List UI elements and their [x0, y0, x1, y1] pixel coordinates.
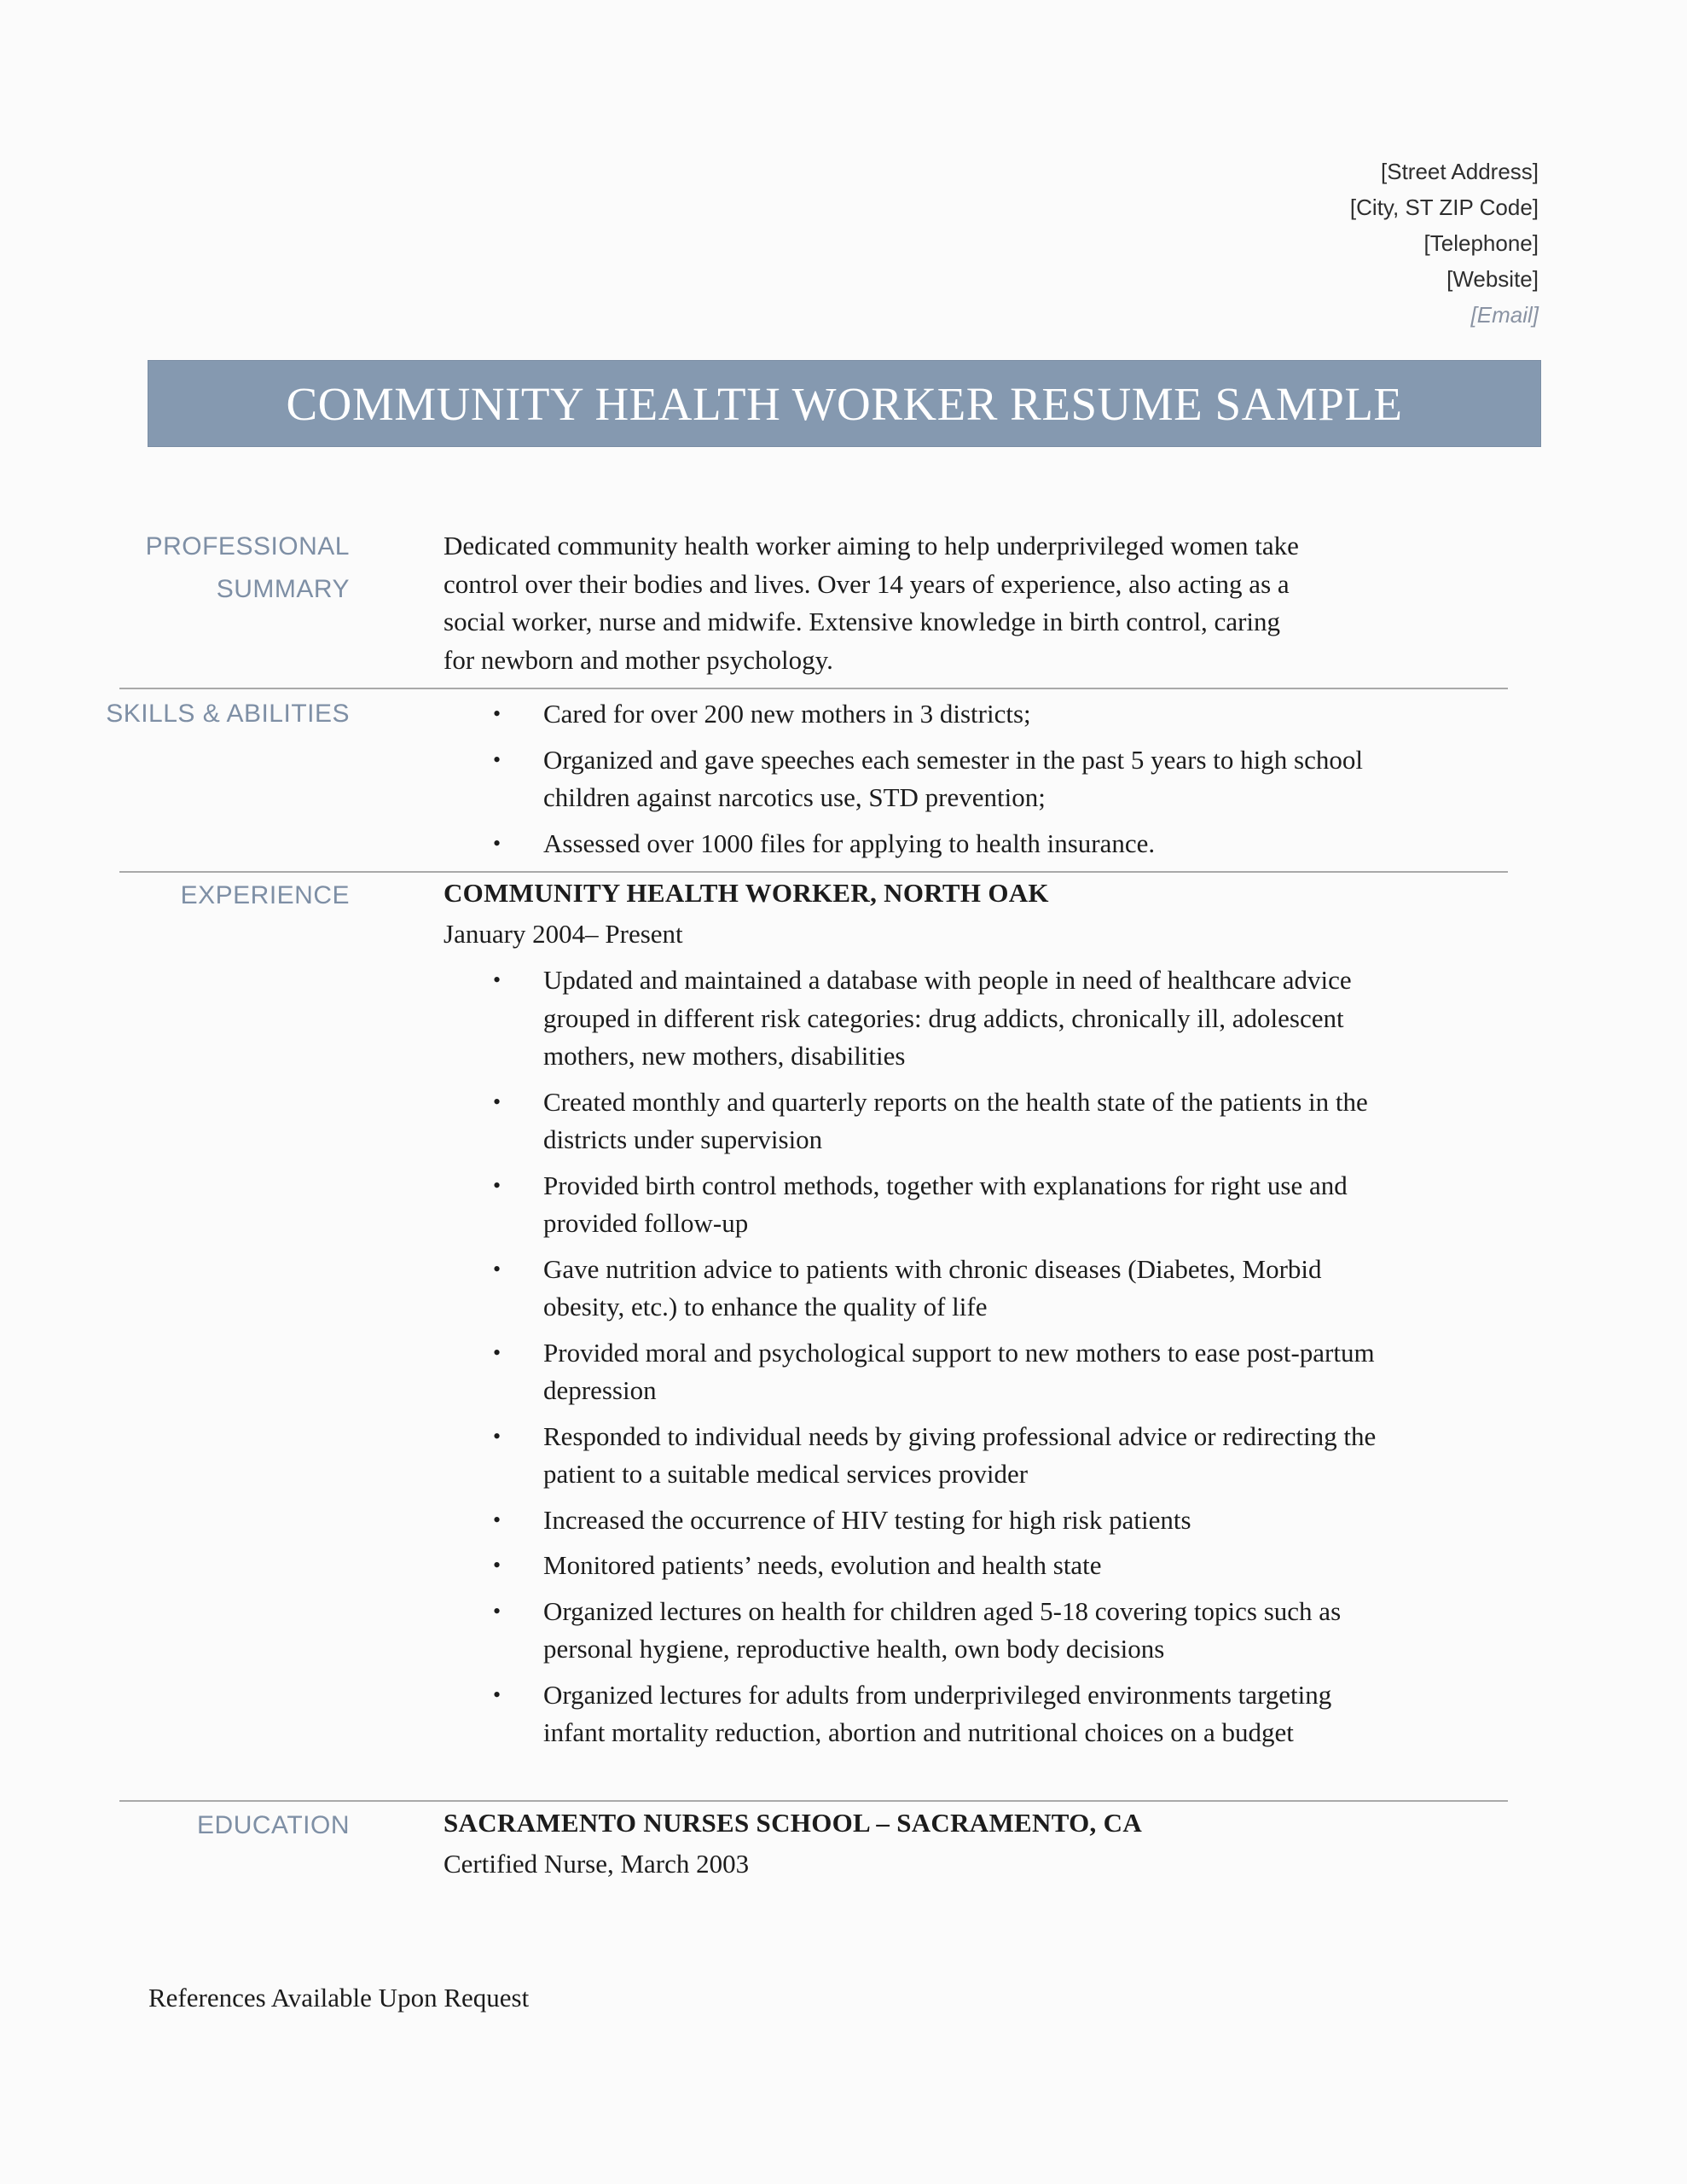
list-item [443, 695, 1396, 734]
list-item-text: Gave nutrition advice to patients with chronic diseases (Diabetes, Morbid obesity, etc.) to enhance the quality of life [543, 1253, 1322, 1321]
list-item-text: Provided moral and psychological support to new mothers to ease post-partum depression [543, 1337, 1375, 1405]
bullet-icon: • [493, 967, 501, 992]
list-item [443, 961, 1396, 1076]
list-item-text: Organized lectures for adults from underprivileged environments targeting infant mortality reduction, abortion and nutritional choices on a budget [543, 1679, 1332, 1747]
resume-title-banner [148, 360, 1541, 447]
section-divider [119, 688, 1508, 689]
list-item-text: Monitored patients’ needs, evolution and health state [543, 1550, 1102, 1580]
list-item-text: Updated and maintained a database with people in need of healthcare advice grouped in different risk categories: drug addicts, chronically ill, adolescent mothers, new mothers, disabilities [543, 965, 1352, 1071]
references-note: References Available Upon Request [148, 1983, 530, 2013]
job-title: COMMUNITY HEALTH WORKER, NORTH OAK [443, 878, 1049, 908]
bullet-icon: • [493, 1553, 501, 1577]
city-state-zip: [City, ST ZIP Code] [1349, 195, 1539, 220]
contact-block [1350, 154, 1539, 333]
education-label: EDUCATION [197, 1811, 350, 1839]
bullet-icon: • [493, 1089, 501, 1114]
section-divider [119, 871, 1508, 873]
experience-section [443, 874, 1396, 1760]
list-item [443, 1083, 1396, 1159]
bullet-icon: • [493, 830, 501, 856]
list-item-text: Provided birth control methods, together with explanations for right use and provided follow-up [543, 1170, 1348, 1238]
job-dates: January 2004– Present [443, 919, 683, 949]
bullet-icon: • [493, 1507, 501, 1532]
skills-section [443, 695, 1396, 870]
summary-label [43, 526, 350, 611]
list-item-text: Created monthly and quarterly reports on the health state of the patients in the districts under supervision [543, 1086, 1368, 1154]
list-item [443, 1251, 1396, 1327]
list-item [443, 1418, 1396, 1494]
bullet-icon: • [493, 1339, 501, 1365]
list-item [443, 1593, 1396, 1669]
education-section [443, 1804, 1142, 1886]
skills-list [443, 695, 1396, 863]
list-item [443, 1167, 1396, 1243]
bullet-icon: • [493, 1598, 501, 1623]
list-item-text: Increased the occurrence of HIV testing for high risk patients [543, 1504, 1191, 1535]
list-item-text: Organized and gave speeches each semester in the past 5 years to high school children against narcotics use, STD prevention; [543, 744, 1363, 812]
resume-title: COMMUNITY HEALTH WORKER RESUME SAMPLE [286, 377, 1403, 430]
bullet-icon: • [493, 1172, 501, 1198]
summary-text: Dedicated community health worker aiming to help underprivileged women take control over their bodies and lives. Over 14 years of experience, also acting as a social worker, nurse and midwife. Extensive knowledge in birth control, caring for newborn and mother psychology. [443, 531, 1299, 675]
list-item [443, 1334, 1396, 1410]
list-item [443, 1676, 1396, 1752]
bullet-icon: • [493, 1682, 501, 1707]
section-divider [119, 1800, 1508, 1802]
experience-label: EXPERIENCE [180, 881, 350, 909]
list-item-text: Organized lectures on health for children aged 5-18 covering topics such as personal hygiene, reproductive health, own body decisions [543, 1595, 1342, 1664]
school-name: SACRAMENTO NURSES SCHOOL – SACRAMENTO, CA [443, 1808, 1143, 1838]
list-item-text: Responded to individual needs by giving professional advice or redirecting the patient to a suitable medical services provider [543, 1420, 1377, 1489]
bullet-icon: • [493, 1256, 501, 1281]
list-item [443, 1502, 1396, 1540]
list-item [443, 825, 1396, 863]
email: [Email] [1470, 302, 1539, 328]
list-item-text: Cared for over 200 new mothers in 3 districts; [543, 699, 1031, 729]
bullet-icon: • [493, 746, 501, 772]
bullet-icon: • [493, 1423, 501, 1449]
summary-label-line2: SUMMARY [216, 575, 350, 603]
street-address: [Street Address] [1381, 159, 1539, 184]
website: [Website] [1446, 266, 1539, 292]
bullet-icon: • [493, 701, 501, 726]
list-item [443, 741, 1396, 817]
degree: Certified Nurse, March 2003 [443, 1849, 750, 1879]
telephone: [Telephone] [1423, 230, 1539, 256]
skills-label: SKILLS & ABILITIES [106, 700, 350, 728]
list-item-text: Assessed over 1000 files for applying to health insurance. [543, 828, 1156, 858]
experience-list [443, 961, 1396, 1752]
list-item [443, 1547, 1396, 1585]
summary-label-line1: PROFESSIONAL [145, 532, 350, 561]
